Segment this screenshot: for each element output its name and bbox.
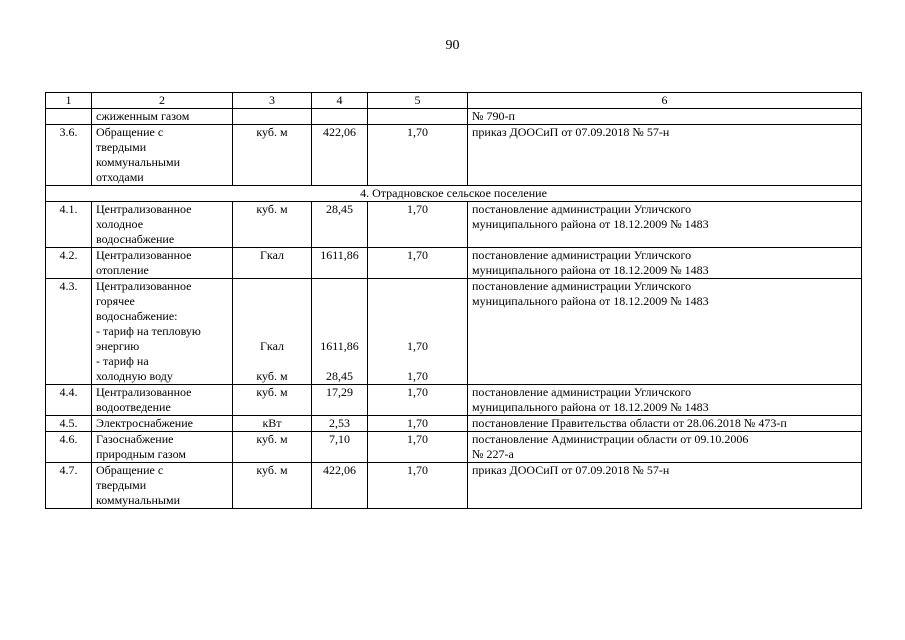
table-body	[46, 109, 862, 509]
legal-document-cell	[468, 463, 862, 509]
table-row	[46, 385, 862, 416]
table-header-row	[46, 93, 862, 109]
service-name-cell	[92, 248, 233, 279]
coefficient-cell	[368, 385, 468, 416]
row-number-cell	[46, 248, 92, 279]
row-number-line	[50, 109, 87, 124]
unit-line	[237, 294, 307, 309]
header-col-3: 3	[233, 93, 312, 109]
legal-document-line: муниципального района от 18.12.2009 № 1483	[472, 294, 709, 308]
page-number: 90	[445, 38, 460, 53]
consumption-norm-line	[316, 354, 363, 369]
service-name-line: Электроснабжение	[96, 416, 193, 430]
service-name-cell	[92, 279, 233, 385]
unit-cell	[233, 202, 312, 248]
row-number-cell	[46, 416, 92, 432]
service-name-line: холодное	[96, 217, 144, 231]
coefficient-cell	[368, 463, 468, 509]
consumption-norm-line: 28,45	[326, 369, 353, 383]
unit-cell	[233, 279, 312, 385]
legal-document-cell	[468, 416, 862, 432]
consumption-norm-cell	[312, 279, 368, 385]
unit-cell	[233, 416, 312, 432]
legal-document-line: муниципального района от 18.12.2009 № 1483	[472, 400, 709, 414]
legal-document-cell	[468, 432, 862, 463]
table-row	[46, 416, 862, 432]
unit-line	[237, 109, 307, 124]
row-number-line: 4.1.	[59, 202, 78, 216]
service-name-cell	[92, 416, 233, 432]
legal-document-line: приказ ДООСиП от 07.09.2018 № 57-н	[472, 463, 670, 477]
section-title: 4. Отрадновское сельское поселение	[46, 186, 862, 202]
table-row	[46, 109, 862, 125]
legal-document-line: № 790-п	[472, 109, 515, 123]
service-name-line: горячее	[96, 294, 135, 308]
consumption-norm-line: 1611,86	[320, 248, 359, 262]
service-name-line: водоотведение	[96, 400, 171, 414]
row-number-line: 4.2.	[59, 248, 78, 262]
consumption-norm-cell	[312, 463, 368, 509]
row-number-cell	[46, 463, 92, 509]
consumption-norm-line: 422,06	[323, 125, 356, 139]
service-name-line: Обращение с	[96, 125, 164, 139]
consumption-norm-cell	[312, 202, 368, 248]
service-name-line: Централизованное	[96, 279, 192, 293]
row-number-cell	[46, 385, 92, 416]
coefficient-line: 1,70	[407, 125, 428, 139]
header-col-6: 6	[468, 93, 862, 109]
legal-document-line: постановление администрации Угличского	[472, 279, 692, 293]
service-name-line: энергию	[96, 339, 140, 353]
consumption-norm-line: 17,29	[326, 385, 353, 399]
consumption-norm-line	[316, 279, 363, 294]
service-name-cell	[92, 463, 233, 509]
section-header-row	[46, 186, 862, 202]
service-name-line: - тариф на	[96, 354, 149, 368]
service-name-cell	[92, 385, 233, 416]
service-name-line: Газоснабжение	[96, 432, 174, 446]
unit-line	[237, 279, 307, 294]
tariff-table	[45, 92, 862, 509]
consumption-norm-line: 28,45	[326, 202, 353, 216]
header-col-1: 1	[46, 93, 92, 109]
table-row	[46, 463, 862, 509]
consumption-norm-line	[316, 324, 363, 339]
service-name-line: Централизованное	[96, 248, 192, 262]
row-number-cell	[46, 279, 92, 385]
coefficient-line: 1,70	[407, 202, 428, 216]
service-name-line: Централизованное	[96, 202, 192, 216]
legal-document-cell	[468, 125, 862, 186]
legal-document-line: постановление Администрации области от 09.10.2006	[472, 432, 749, 446]
consumption-norm-cell	[312, 432, 368, 463]
table-row	[46, 279, 862, 385]
service-name-line: отходами	[96, 170, 144, 184]
consumption-norm-cell	[312, 248, 368, 279]
legal-document-cell	[468, 109, 862, 125]
unit-line	[237, 309, 307, 324]
coefficient-line	[372, 109, 463, 124]
coefficient-cell	[368, 279, 468, 385]
service-name-line: коммунальными	[96, 155, 180, 169]
service-name-line: Обращение с	[96, 463, 164, 477]
service-name-line: водоснабжение:	[96, 309, 178, 323]
table-row	[46, 248, 862, 279]
unit-line: Гкал	[259, 339, 284, 353]
unit-cell	[233, 432, 312, 463]
unit-line: куб. м	[256, 125, 288, 139]
unit-cell	[233, 109, 312, 125]
consumption-norm-line: 422,06	[323, 463, 356, 477]
row-number-cell	[46, 202, 92, 248]
unit-cell	[233, 248, 312, 279]
row-number-line: 4.6.	[59, 432, 78, 446]
unit-line: куб. м	[256, 385, 288, 399]
legal-document-cell	[468, 279, 862, 385]
coefficient-cell	[368, 248, 468, 279]
consumption-norm-line	[316, 294, 363, 309]
service-name-line: твердыми	[96, 140, 147, 154]
coefficient-line: 1,70	[407, 416, 428, 430]
coefficient-line	[372, 324, 463, 339]
row-number-line: 3.6.	[59, 125, 78, 139]
coefficient-line: 1,70	[407, 385, 428, 399]
service-name-cell	[92, 432, 233, 463]
coefficient-cell	[368, 416, 468, 432]
unit-cell	[233, 463, 312, 509]
coefficient-cell	[368, 125, 468, 186]
row-number-line: 4.4.	[59, 385, 78, 399]
table-row	[46, 202, 862, 248]
coefficient-line: 1,70	[407, 248, 428, 262]
legal-document-line: муниципального района от 18.12.2009 № 1483	[472, 217, 709, 231]
legal-document-line: постановление администрации Угличского	[472, 202, 692, 216]
service-name-line: - тариф на тепловую	[96, 324, 201, 338]
service-name-line: отопление	[96, 263, 149, 277]
legal-document-cell	[468, 385, 862, 416]
header-col-5: 5	[368, 93, 468, 109]
unit-line: куб. м	[256, 369, 288, 383]
service-name-line: твердыми	[96, 478, 147, 492]
unit-cell	[233, 385, 312, 416]
table-row	[46, 432, 862, 463]
service-name-line: Централизованное	[96, 385, 192, 399]
coefficient-line	[372, 294, 463, 309]
legal-document-line: постановление администрации Угличского	[472, 248, 692, 262]
unit-line: кВт	[262, 416, 282, 430]
coefficient-line	[372, 354, 463, 369]
service-name-line: природным газом	[96, 447, 186, 461]
unit-line: Гкал	[259, 248, 284, 262]
coefficient-cell	[368, 202, 468, 248]
row-number-cell	[46, 109, 92, 125]
unit-line: куб. м	[256, 202, 288, 216]
consumption-norm-line: 2,53	[329, 416, 350, 430]
row-number-line: 4.7.	[59, 463, 78, 477]
legal-document-line: постановление Правительства области от 28.06.2018 № 473-п	[472, 416, 787, 430]
consumption-norm-cell	[312, 385, 368, 416]
legal-document-cell	[468, 248, 862, 279]
service-name-line: водоснабжение	[96, 232, 175, 246]
service-name-cell	[92, 109, 233, 125]
service-name-cell	[92, 202, 233, 248]
unit-cell	[233, 125, 312, 186]
unit-line: куб. м	[256, 463, 288, 477]
consumption-norm-cell	[312, 125, 368, 186]
table-row	[46, 125, 862, 186]
service-name-cell	[92, 125, 233, 186]
legal-document-cell	[468, 202, 862, 248]
consumption-norm-line	[316, 309, 363, 324]
legal-document-line: муниципального района от 18.12.2009 № 1483	[472, 263, 709, 277]
consumption-norm-line	[316, 109, 363, 124]
coefficient-line: 1,70	[407, 339, 428, 353]
row-number-line: 4.3.	[59, 279, 78, 293]
header-col-4: 4	[312, 93, 368, 109]
row-number-cell	[46, 125, 92, 186]
header-col-2: 2	[92, 93, 233, 109]
unit-line	[237, 354, 307, 369]
consumption-norm-cell	[312, 416, 368, 432]
unit-line	[237, 324, 307, 339]
service-name-line: сжиженным газом	[96, 109, 190, 123]
coefficient-line	[372, 309, 463, 324]
coefficient-cell	[368, 432, 468, 463]
consumption-norm-cell	[312, 109, 368, 125]
unit-line: куб. м	[256, 432, 288, 446]
coefficient-line: 1,70	[407, 463, 428, 477]
consumption-norm-line: 7,10	[329, 432, 350, 446]
coefficient-cell	[368, 109, 468, 125]
legal-document-line: № 227-а	[472, 447, 514, 461]
service-name-line: холодную воду	[96, 369, 173, 383]
legal-document-line: постановление администрации Угличского	[472, 385, 692, 399]
coefficient-line	[372, 279, 463, 294]
row-number-cell	[46, 432, 92, 463]
service-name-line: коммунальными	[96, 493, 180, 507]
consumption-norm-line: 1611,86	[320, 339, 359, 353]
legal-document-line: приказ ДООСиП от 07.09.2018 № 57-н	[472, 125, 670, 139]
row-number-line: 4.5.	[59, 416, 78, 430]
coefficient-line: 1,70	[407, 432, 428, 446]
coefficient-line: 1,70	[407, 369, 428, 383]
